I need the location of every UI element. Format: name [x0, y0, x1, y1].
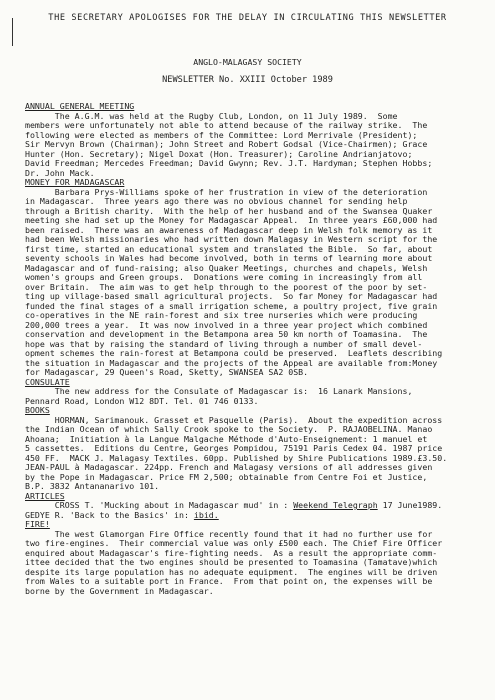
body-line: ting up village-based small agricultural projects. So far Money for Madagascar had [25, 291, 438, 301]
body-line: following were elected as members of the Committee: Lord Merrivale (President); [25, 129, 418, 140]
body-line: the situation in Madagascar and the projects of the Appeal are available from:Money [25, 357, 438, 368]
body-line: Dr. John Mack. [25, 167, 95, 178]
section-heading: MONEY FOR MADAGASCAR [25, 177, 125, 187]
newsletter-issue: NEWSLETTER No. XXIII October 1989 [162, 75, 333, 85]
body-line: opment schemes the rain-forest at Betampona could be preserved. Leaflets describing [25, 348, 443, 358]
body-line: meeting she had set up the Money for Madagascar Appeal. In three years £60,000 had [25, 215, 438, 225]
body-line: borne by the Government in Madagascar. [25, 585, 214, 596]
body-line: co-operatives in the NE rain-forest and six tree nurseries which were producing [25, 310, 418, 320]
body-line: in Madagascar. Three years ago there was no obvious channel for sending help [25, 196, 408, 206]
body-line: Ahoana; Initiation à la Langue Malgache Méthode d'Auto-Enseignement: 1 manuel et [25, 433, 428, 444]
body-line: Barbara Prys-Williams spoke of her frustration in view of the deterioration [25, 186, 428, 197]
body-line: members were unfortunately not able to attend because of the railway strike. The [25, 120, 428, 130]
body-line: ittee decided that the two engines should be presented to Toamasina (Tamatave)which [25, 557, 438, 567]
newsletter-body [25, 102, 481, 596]
header-notice: THE SECRETARY APOLOGISES FOR THE DELAY IN CIRCULATING THIS NEWSLETTER [48, 13, 447, 23]
body-line: for Madagascar, 29 Queen's Road, Sketty, SWANSEA SA2 0SB. [25, 367, 309, 377]
body-line: had been Welsh missionaries who had written down Malagasy in Western script for the [25, 234, 438, 244]
article-date: 17 June1989. [377, 500, 443, 510]
body-line: funded the final stages of a small irrigation scheme, a poultry project, five grain [25, 300, 438, 311]
article-line [25, 511, 481, 521]
body-line: by the Pope in Madagascar. Price FM 2,500; obtainable from Centre Foi et Justice, [25, 471, 428, 482]
body-line: 5 cassettes. Editions du Centre, Georges Pompidou, 75191 Paris Cedex 04. 1987 price [25, 443, 443, 453]
body-line: JEAN-PAUL à Madagascar. 224pp. French and Malagasy versions of all addresses given [25, 462, 433, 472]
section-annual-general-meeting [25, 102, 481, 178]
body-line: over Britain. The aim was to get help through to the poorest of the poor by set- [25, 281, 428, 292]
section-heading: FIRE! [25, 519, 50, 529]
body-line: from Wales to a suitable port in France. From that point on, the expenses will be [25, 576, 433, 586]
section-articles [25, 492, 481, 521]
body-line: HORMAN, Sarimanouk. Grasset et Pasquelle (Paris). About the expedition across [25, 414, 443, 425]
section-heading: ARTICLES [25, 490, 65, 501]
body-line: through a British charity. With the help of her husband and of the Swansea Quaker [25, 205, 433, 216]
body-line: the Indian Ocean of which Sally Crook spoke to the Society. P. RAJAOBELINA. Manao [25, 424, 433, 434]
section-heading: ANNUAL GENERAL MEETING [25, 101, 135, 111]
body-line: Madagascar and of fund-raising; also Quaker Meetings, churches and chapels, Welsh [25, 262, 428, 273]
section-fire [25, 520, 481, 596]
section-books [25, 406, 481, 492]
body-line: 450 FF. MACK J. Malagasy Textiles. 60pp. Published by Shire Publications 1989.£3.50. [25, 452, 448, 463]
article-source: ibid. [193, 509, 219, 520]
body-line: The west Glamorgan Fire Office recently found that it had no further use for [25, 528, 433, 539]
body-line: despite its large population has no adequate equipment. The engines will be driven [25, 566, 438, 577]
section-heading: BOOKS [25, 405, 50, 415]
body-line: seventy schools in Wales had become involved, both in terms of learning more about [25, 253, 433, 263]
section-consulate [25, 378, 481, 407]
article-citation: CROSS T. 'Mucking about in Madagascar mud' in : [25, 500, 294, 510]
body-line: women's groups and Green groups. Donations were coming in increasingly from all [25, 272, 423, 282]
body-line: The new address for the Consulate of Madagascar is: 16 Lanark Mansions, [25, 386, 413, 396]
body-line: David Freedman; Mercedes Freedman; David Gwynn; Rev. J.T. Hardyman; Stephen Hobbs; [25, 158, 433, 168]
body-line: been raised. There was an awareness of Madagascar deep in Welsh folk memory as it [25, 224, 433, 235]
body-line: Hunter (Hon. Secretary); Nigel Doxat (Hon. Treasurer); Caroline Andrianjatovo; [25, 148, 413, 159]
article-source: Weekend Telegraph [293, 500, 378, 510]
body-line: conservation and development in the Betampona area 50 km north of Toamasina. The [25, 329, 428, 339]
body-line: enquired about Madagascar's fire-fighting needs. As a result the appropriate comm- [25, 547, 438, 558]
body-line: first time, started an educational system and translated the Bible. So far, about [25, 243, 433, 254]
org-name: ANGLO-MALAGASY SOCIETY [193, 57, 302, 67]
body-line: 200,000 trees a year. It was now involved in a three year project which combined [25, 319, 428, 330]
body-line: hope was that by raising the standard of living through a number of small devel- [25, 338, 423, 349]
body-line: B.P. 3832 Antananarivo 101. [25, 481, 160, 491]
body-line: The A.G.M. was held at the Rugby Club, London, on 11 July 1989. Some [25, 110, 398, 121]
section-money-for-madagascar [25, 178, 481, 378]
article-citation: GEDYE R. 'Back to the Basics' in: [25, 509, 194, 520]
section-heading: CONSULATE [25, 376, 70, 387]
body-line: two fire-engines. Their commercial value was only £500 each. The Chief Fire Officer [25, 538, 443, 548]
body-line: Sir Mervyn Brown (Chairman); John Street and Robert Godsal (Vice-Chairmen); Grace [25, 139, 428, 149]
body-line: Pennard Road, London W12 8DT. Tel. 01 746 0133. [25, 395, 259, 406]
